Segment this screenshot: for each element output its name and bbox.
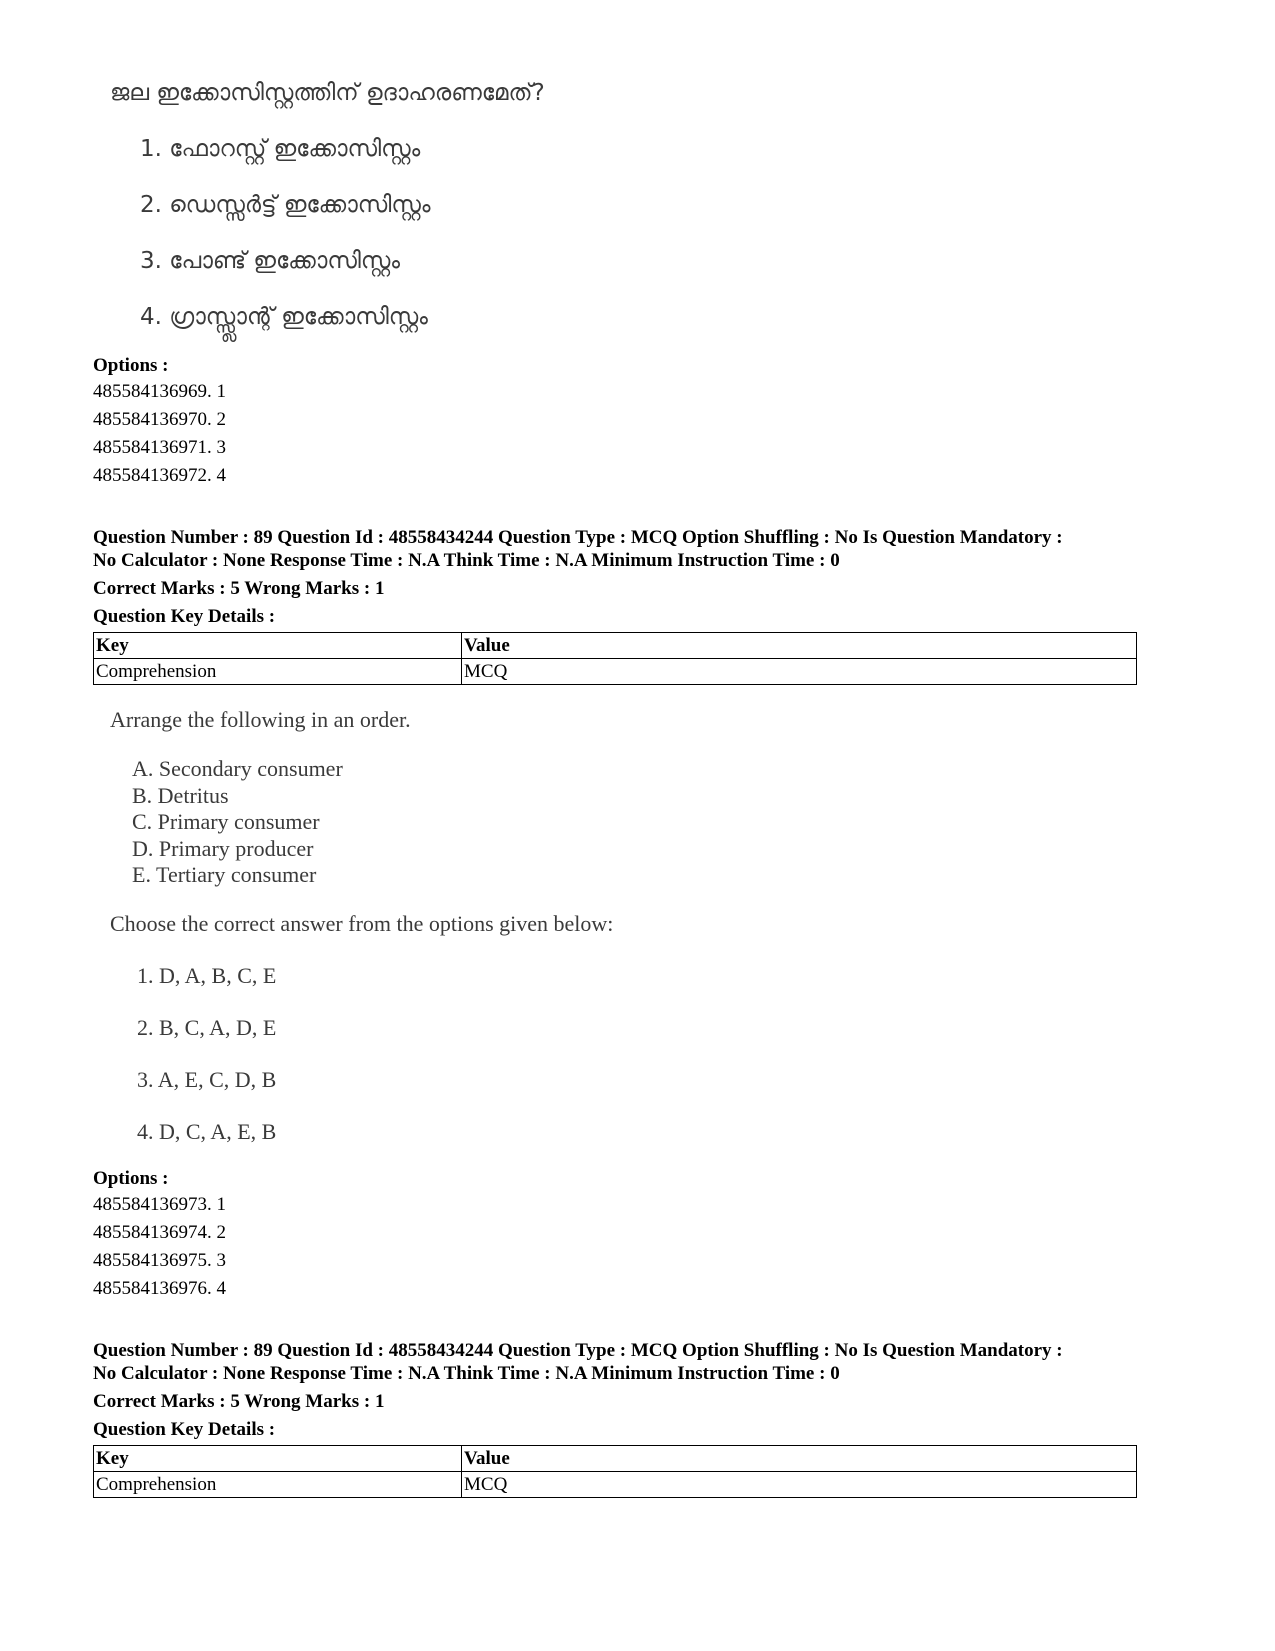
options-heading: Options : — [93, 355, 169, 376]
key-details-heading: Question Key Details : — [93, 1419, 276, 1440]
option-row: 485584136974. 2 — [93, 1222, 226, 1243]
option-row: 485584136973. 1 — [93, 1194, 226, 1215]
option-row: 485584136971. 3 — [93, 437, 226, 458]
table-header-key: Key — [94, 633, 462, 659]
option-row: 485584136969. 1 — [93, 381, 226, 402]
question-a-choice-4: 4. ഗ്രാസ്സ്ലാന്റ് ഇക്കോസിസ്റ്റം — [140, 304, 428, 330]
table-header-row — [94, 633, 1137, 659]
question-b-item: D. Primary producer — [132, 836, 314, 861]
question-meta-line: No Calculator : None Response Time : N.A Think Time : N.A Minimum Instruction Time : 0 — [93, 1363, 840, 1384]
key-value-table — [93, 1445, 1137, 1498]
question-b-item: E. Tertiary consumer — [132, 862, 317, 887]
question-b-item: A. Secondary consumer — [132, 756, 343, 781]
question-b-prompt: Arrange the following in an order. — [110, 707, 411, 732]
question-a-choice-3: 3. പോണ്ട് ഇക്കോസിസ്റ്റം — [140, 248, 401, 274]
table-row — [94, 1472, 1137, 1498]
question-meta-line: No Calculator : None Response Time : N.A Think Time : N.A Minimum Instruction Time : 0 — [93, 550, 840, 571]
options-heading: Options : — [93, 1168, 169, 1189]
question-b-instruction: Choose the correct answer from the options given below: — [110, 911, 614, 936]
question-meta-line: Question Number : 89 Question Id : 48558434244 Question Type : MCQ Option Shuffling : No Is Question Mandatory : — [93, 1340, 1063, 1361]
question-meta-line: Question Number : 89 Question Id : 48558434244 Question Type : MCQ Option Shuffling : No Is Question Mandatory : — [93, 527, 1063, 548]
option-row: 485584136970. 2 — [93, 409, 226, 430]
table-header-value: Value — [462, 1446, 1137, 1472]
question-b-choice-4: 4. D, C, A, E, B — [137, 1119, 277, 1144]
table-cell: Comprehension — [94, 1472, 462, 1498]
key-details-heading: Question Key Details : — [93, 606, 276, 627]
question-a-choice-2: 2. ഡെസ്സർട്ട് ഇക്കോസിസ്റ്റം — [140, 192, 431, 218]
question-b-choice-1: 1. D, A, B, C, E — [137, 963, 277, 988]
marks-line: Correct Marks : 5 Wrong Marks : 1 — [93, 578, 385, 599]
key-value-table — [93, 632, 1137, 685]
table-cell: MCQ — [462, 659, 1137, 685]
question-b-choice-3: 3. A, E, C, D, B — [137, 1067, 277, 1092]
option-row: 485584136975. 3 — [93, 1250, 226, 1271]
question-a-choice-1: 1. ഫോറസ്റ്റ് ഇക്കോസിസ്റ്റം — [140, 136, 421, 162]
table-row — [94, 659, 1137, 685]
table-cell: MCQ — [462, 1472, 1137, 1498]
question-b-item: C. Primary consumer — [132, 809, 320, 834]
question-b-choice-2: 2. B, C, A, D, E — [137, 1015, 277, 1040]
option-row: 485584136972. 4 — [93, 465, 226, 486]
table-cell: Comprehension — [94, 659, 462, 685]
table-header-key: Key — [94, 1446, 462, 1472]
marks-line: Correct Marks : 5 Wrong Marks : 1 — [93, 1391, 385, 1412]
table-header-value: Value — [462, 633, 1137, 659]
option-row: 485584136976. 4 — [93, 1278, 226, 1299]
question-a-prompt: ജല ഇക്കോസിസ്റ്റത്തിന് ഉദാഹരണമേത്? — [110, 80, 545, 106]
table-header-row — [94, 1446, 1137, 1472]
question-b-item: B. Detritus — [132, 783, 229, 808]
